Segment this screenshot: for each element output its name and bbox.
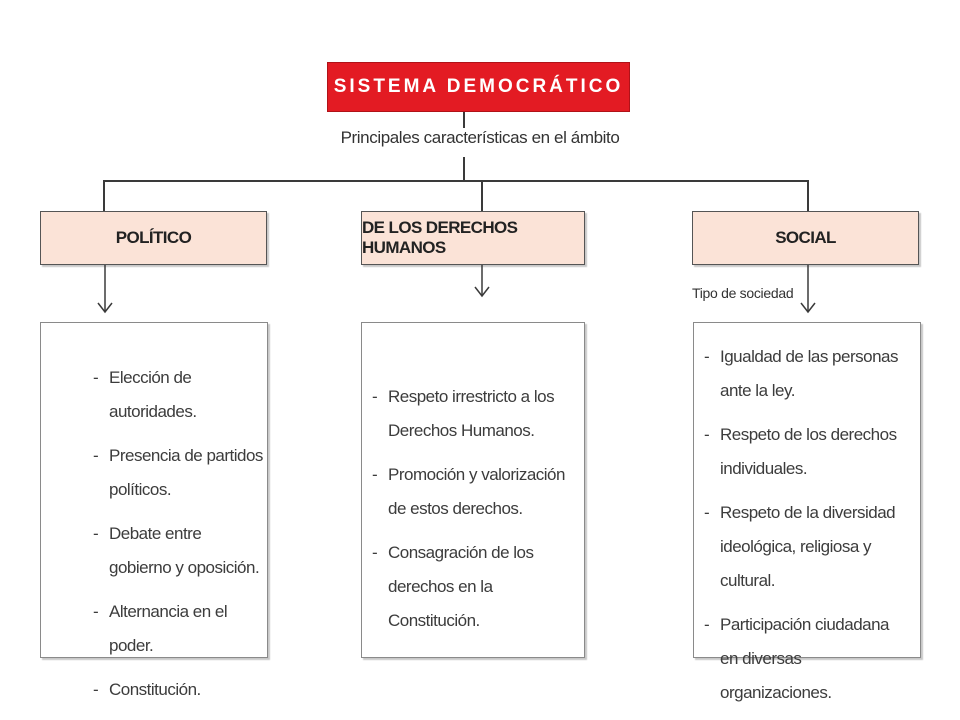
- list-item: - Respeto de los derechos individuales.: [704, 425, 897, 478]
- subtitle: Principales características en el ámbito: [340, 128, 620, 147]
- list-item: - Respeto irrestricto a los Derechos Humanos.: [372, 387, 555, 440]
- list-item: - Elección de autoridades.: [93, 368, 197, 421]
- list-item: - Debate entre gobierno y oposición.: [93, 524, 260, 577]
- arrow-down-icon: [798, 265, 818, 315]
- connector-horizontal: [103, 180, 809, 182]
- category-label: POLÍTICO: [115, 228, 192, 247]
- list-item: - Participación ciudadana en diversas organizaciones.: [704, 615, 890, 702]
- list-item: - Consagración de los derechos en la Constitución.: [372, 543, 534, 630]
- list-social: [693, 322, 921, 702]
- list-item: - Igualdad de las personas ante la ley.: [704, 347, 898, 400]
- category-label: DE LOS DERECHOS HUMANOS: [362, 218, 518, 257]
- root-title: SISTEMA DEMOCRÁTICO: [333, 76, 624, 97]
- connector-top: [463, 112, 465, 128]
- connector-trunk: [463, 157, 465, 181]
- connector-center: [481, 180, 483, 211]
- category-social: [692, 211, 919, 265]
- list-derechos-humanos: [361, 322, 585, 658]
- arrow-down-icon: [472, 265, 492, 299]
- arrow-down-icon: [95, 265, 115, 315]
- root-title-box: [327, 62, 630, 112]
- list-item: - Presencia de partidos políticos.: [93, 446, 263, 499]
- list-item: - Constitución.: [93, 680, 201, 699]
- list-item: - Alternancia en el poder.: [93, 602, 228, 655]
- category-label: SOCIAL: [775, 228, 836, 247]
- connector-right: [807, 180, 809, 211]
- list-item: - Promoción y valorización de estos derechos.: [372, 465, 565, 518]
- category-derechos-humanos: [361, 211, 585, 265]
- list-item: - Respeto de la diversidad ideológica, religiosa y cultural.: [704, 503, 896, 590]
- social-sublabel: Tipo de sociedad: [692, 285, 794, 301]
- connector-left: [103, 180, 105, 211]
- category-politico: [40, 211, 267, 265]
- list-politico: [40, 322, 268, 699]
